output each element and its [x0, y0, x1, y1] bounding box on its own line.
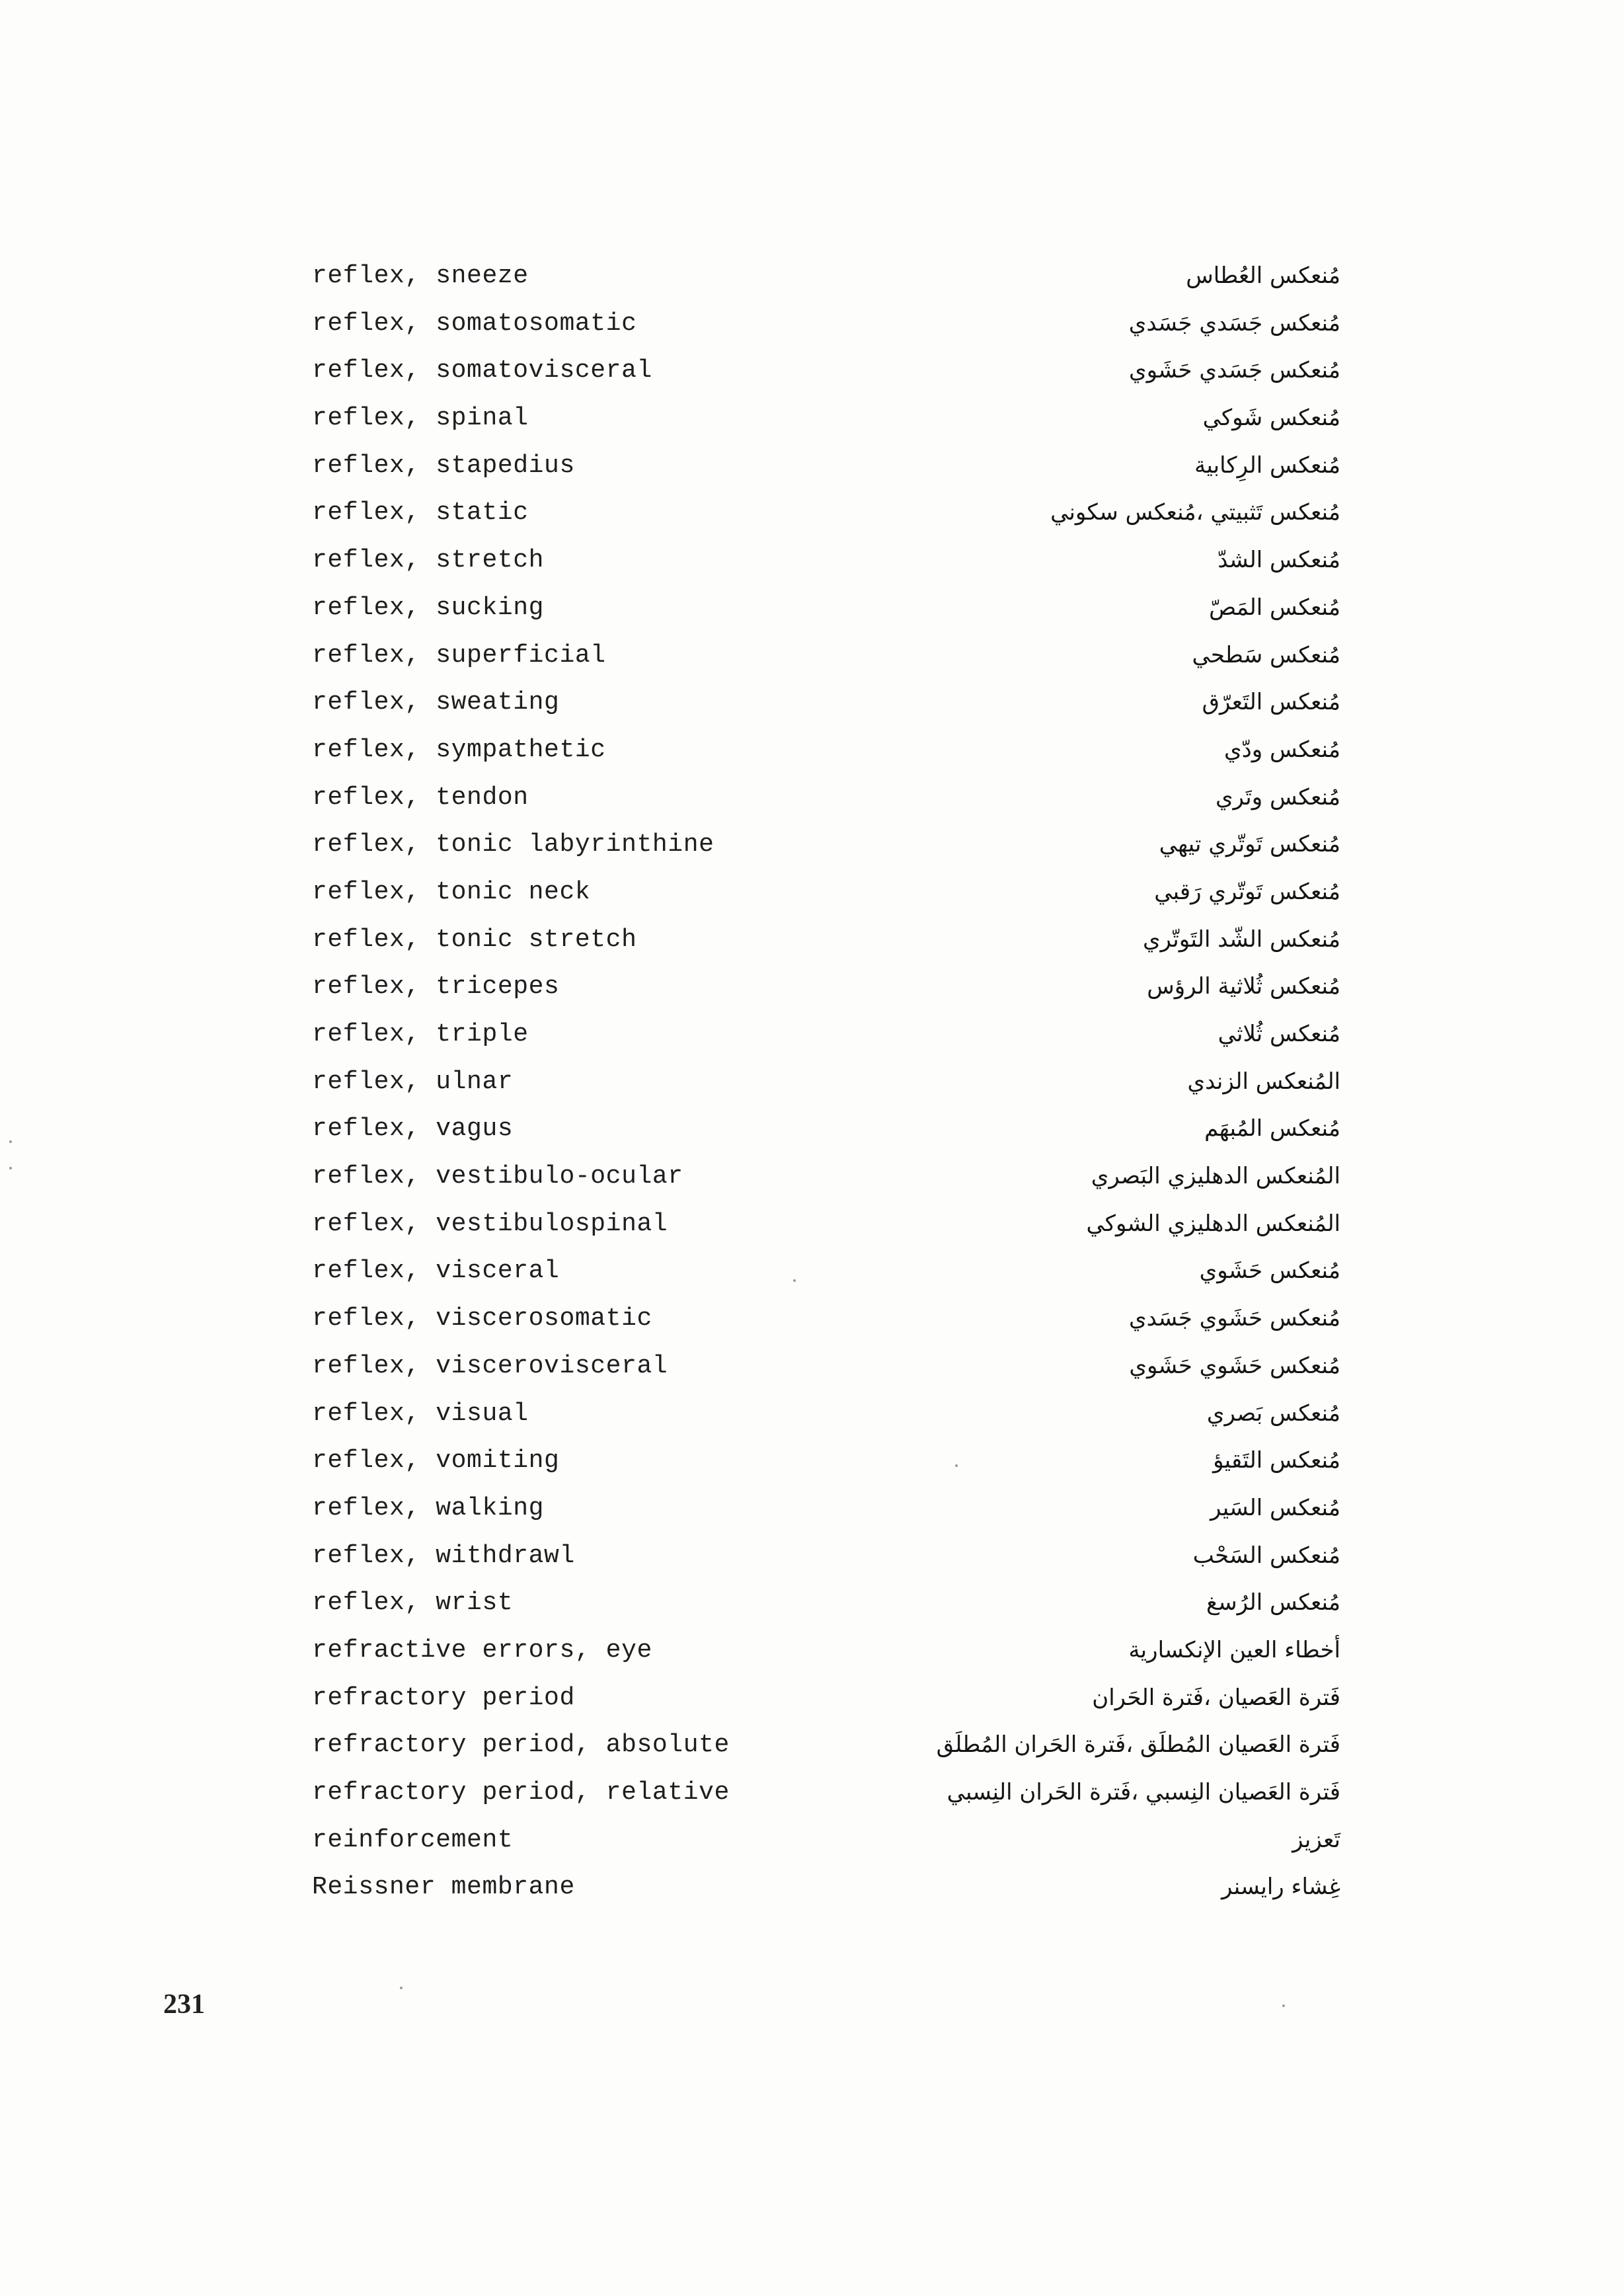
arabic-term: مُنعكس بَصري	[1206, 1400, 1340, 1427]
glossary-entry	[0, 584, 1624, 632]
glossary-entry	[0, 1769, 1624, 1817]
scan-speck	[955, 1464, 958, 1467]
glossary-entry	[0, 1247, 1624, 1295]
arabic-term: مُنعكس الرِكابية	[1194, 452, 1340, 479]
english-term: reflex, vagus	[312, 1115, 514, 1144]
glossary-entry	[0, 1105, 1624, 1153]
glossary-entry	[0, 442, 1624, 490]
arabic-term: المُنعكس الزندي	[1187, 1068, 1340, 1095]
english-term: reflex, withdrawl	[312, 1541, 575, 1570]
english-term: reflex, tonic neck	[312, 877, 591, 906]
glossary-entry	[0, 679, 1624, 727]
arabic-term: غِشاء رايسنر	[1221, 1874, 1340, 1901]
arabic-term: مُنعكس الرُسغ	[1206, 1589, 1340, 1616]
english-term: reflex, stretch	[312, 546, 545, 575]
arabic-term: مُنعكس تَثبيتي ،مُنعكس سكوني	[1050, 499, 1340, 526]
arabic-term: فَترة العَصيان المُطلَق ،فَترة الحَران المُطلَق	[936, 1731, 1340, 1759]
arabic-term: مُنعكس ودّي	[1224, 736, 1340, 763]
english-term: reflex, ulnar	[312, 1067, 514, 1096]
glossary-entry	[0, 774, 1624, 822]
glossary-entry	[0, 489, 1624, 537]
arabic-term: مُنعكس السَير	[1210, 1494, 1340, 1521]
scan-speck	[400, 1987, 403, 1989]
english-term: reflex, triple	[312, 1020, 529, 1049]
arabic-term: مُنعكس شَوكي	[1202, 405, 1340, 432]
english-term: reflex, vomiting	[312, 1446, 560, 1476]
english-term: reflex, wrist	[312, 1589, 514, 1618]
english-term: reflex, sweating	[312, 688, 560, 717]
glossary-entry	[0, 1864, 1624, 1911]
glossary-entry	[0, 1295, 1624, 1343]
glossary-entry	[0, 727, 1624, 774]
arabic-term: المُنعكس الدهليزي البَصري	[1091, 1163, 1340, 1190]
english-term: reflex, sneeze	[312, 262, 529, 290]
english-term: reflex, vestibulospinal	[312, 1209, 668, 1238]
glossary-entry	[0, 1437, 1624, 1485]
english-term: refractory period	[312, 1683, 575, 1712]
arabic-term: مُنعكس تَوتّري رَقبي	[1154, 878, 1340, 905]
glossary-entry	[0, 1343, 1624, 1390]
english-term: refractory period, absolute	[312, 1731, 730, 1760]
arabic-term: مُنعكس ثُلاثية الرؤس	[1147, 973, 1340, 1000]
glossary-entry	[0, 300, 1624, 348]
english-term: Reissner membrane	[312, 1873, 575, 1902]
arabic-term: مُنعكس حَشَوي حَشَوي	[1129, 1352, 1340, 1379]
arabic-term: مُنعكس التَعرّق	[1202, 689, 1340, 716]
arabic-term: مُنعكس جَسَدي حَشَوي	[1129, 357, 1340, 384]
arabic-term: مُنعكس المُبهَم	[1204, 1115, 1340, 1142]
english-term: reflex, viscerosomatic	[312, 1304, 652, 1333]
glossary-entry-list	[0, 253, 1624, 1911]
arabic-term: مُنعكس حَشَوي	[1199, 1257, 1340, 1285]
arabic-term: مُنعكس تَوتّري تيهي	[1159, 831, 1340, 858]
english-term: reflex, static	[312, 498, 529, 528]
english-term: reflex, visceral	[312, 1257, 560, 1286]
scan-speck	[793, 1279, 796, 1282]
glossary-entry	[0, 632, 1624, 680]
english-term: reflex, visual	[312, 1399, 529, 1428]
glossary-entry	[0, 1579, 1624, 1627]
arabic-term: مُنعكس التَقيؤ	[1213, 1447, 1340, 1474]
arabic-term: أخطاء العين الإنكسارية	[1128, 1636, 1340, 1663]
english-term: reflex, stapedius	[312, 451, 575, 480]
glossary-entry	[0, 1532, 1624, 1580]
glossary-entry	[0, 395, 1624, 442]
glossary-entry	[0, 1817, 1624, 1864]
arabic-term: مُنعكس الشّد التَوتّري	[1142, 926, 1340, 953]
english-term: reflex, superficial	[312, 641, 606, 670]
glossary-entry	[0, 1058, 1624, 1106]
arabic-term: فَترة العَصيان النِسبي ،فَترة الحَران النِسبي	[947, 1779, 1340, 1805]
scan-speck	[1282, 2004, 1285, 2007]
arabic-term: مُنعكس جَسَدي جَسَدي	[1128, 309, 1340, 336]
arabic-term: فَترة العَصيان ،فَترة الحَران	[1092, 1684, 1340, 1711]
glossary-entry	[0, 253, 1624, 300]
english-term: reflex, vestibulo-ocular	[312, 1162, 683, 1191]
english-term: reflex, tonic labyrinthine	[312, 830, 715, 859]
arabic-term: مُنعكس سَطحي	[1192, 641, 1340, 668]
english-term: reflex, tendon	[312, 783, 529, 812]
english-term: reflex, sympathetic	[312, 735, 606, 764]
arabic-term: مُنعكس الشدّ	[1218, 547, 1340, 574]
english-term: reflex, somatovisceral	[312, 356, 652, 385]
english-term: refractory period, relative	[312, 1778, 730, 1807]
glossary-entry	[0, 869, 1624, 916]
glossary-entry	[0, 1722, 1624, 1769]
scan-speck	[9, 1140, 12, 1143]
arabic-term: مُنعكس ثُلاثي	[1218, 1021, 1340, 1047]
arabic-term: مُنعكس السَحْب	[1192, 1542, 1340, 1569]
glossary-entry	[0, 963, 1624, 1011]
glossary-entry	[0, 1627, 1624, 1675]
scan-speck	[9, 1167, 12, 1169]
english-term: reflex, spinal	[312, 404, 529, 433]
english-term: reflex, sucking	[312, 593, 545, 622]
glossary-entry	[0, 537, 1624, 584]
arabic-term: مُنعكس العُطاس	[1186, 262, 1340, 289]
arabic-term: مُنعكس وتَري	[1215, 783, 1340, 811]
arabic-term: مُنعكس المَصّ	[1209, 594, 1340, 621]
glossary-entry	[0, 916, 1624, 964]
glossary-entry	[0, 1390, 1624, 1438]
english-term: refractive errors, eye	[312, 1636, 652, 1665]
english-term: reflex, somatosomatic	[312, 309, 637, 338]
glossary-entry	[0, 1675, 1624, 1722]
glossary-entry	[0, 1201, 1624, 1248]
glossary-entry	[0, 1153, 1624, 1201]
english-term: reflex, tonic stretch	[312, 925, 637, 954]
arabic-term: المُنعكس الدهليزي الشوكي	[1086, 1210, 1340, 1237]
glossary-entry	[0, 347, 1624, 395]
english-term: reflex, viscerovisceral	[312, 1351, 668, 1380]
glossary-entry	[0, 1011, 1624, 1058]
page-number: 231	[163, 1989, 205, 2020]
arabic-term: مُنعكس حَشَوي جَسَدي	[1129, 1305, 1340, 1332]
english-term: reflex, walking	[312, 1493, 545, 1523]
glossary-entry	[0, 821, 1624, 869]
english-term: reflex, tricepes	[312, 972, 560, 1002]
english-term: reinforcement	[312, 1825, 514, 1854]
arabic-term: تَعزيز	[1292, 1826, 1340, 1853]
glossary-entry	[0, 1485, 1624, 1532]
